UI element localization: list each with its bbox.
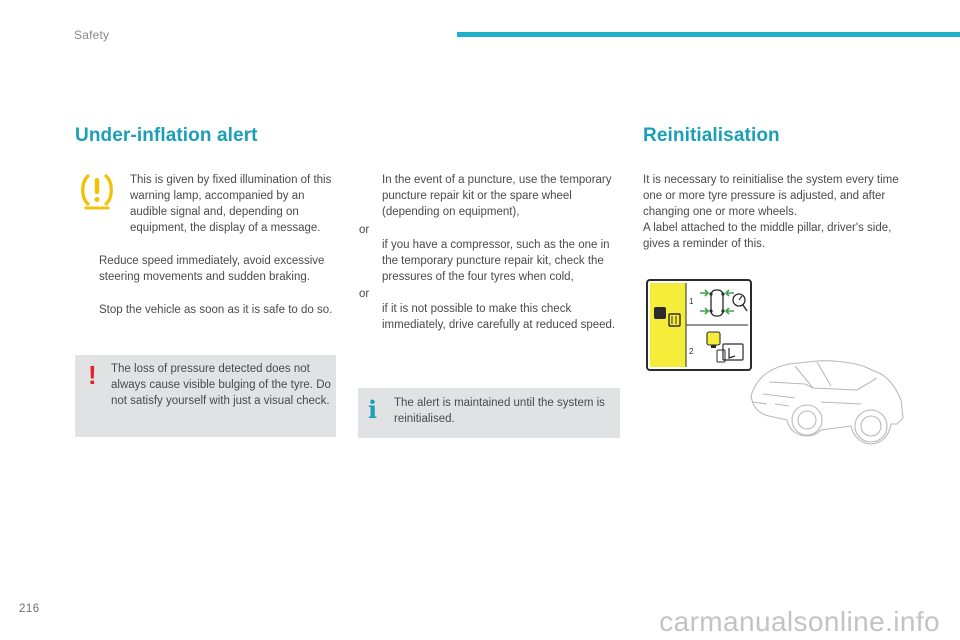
intro-paragraph: This is given by fixed illumination of this warning lamp, accompanied by an audible signal and, depending on equipment, the display of a message.: [130, 174, 332, 234]
bullet-text: In the event of a puncture, use the temporary puncture repair kit or the spare wheel (depending on equipment),: [382, 174, 612, 218]
reinitialisation-paragraph: [643, 172, 911, 252]
label-step-2: 2: [689, 347, 694, 356]
or-label: or: [359, 224, 370, 236]
list-item: [76, 302, 338, 318]
bullet-text: Stop the vehicle as soon as it is safe to do so.: [99, 304, 333, 316]
reinitialisation-text-2: A label attached to the middle pillar, driver's side, gives a reminder of this.: [643, 222, 892, 250]
label-step-1: 1: [689, 297, 694, 306]
reminder-label: [647, 280, 751, 370]
tyre-pressure-label-illustration: [645, 278, 907, 452]
info-icon: i: [368, 395, 378, 424]
list-item: [359, 301, 621, 333]
bullet-text: if you have a compressor, such as the one in the temporary puncture repair kit, check the pressures of the four tyres when cold,: [382, 239, 610, 283]
section-label: Safety: [74, 28, 110, 42]
info-note-text: The alert is maintained until the system is reinitialised.: [394, 397, 605, 425]
page-number: 216: [19, 603, 40, 615]
list-item: [359, 172, 621, 220]
under-inflation-title: Under-inflation alert: [75, 125, 258, 146]
or-label: or: [359, 288, 370, 300]
reinitialisation-title: Reinitialisation: [643, 125, 780, 146]
warning-note-text: The loss of pressure detected does not always cause visible bulging of the tyre. Do not satisfy yourself with just a visual check.: [111, 363, 331, 407]
list-item: [359, 237, 621, 285]
bullet-text: Reduce speed immediately, avoid excessive steering movements and sudden braking.: [99, 255, 325, 283]
tyre-pressure-warning-icon: [80, 173, 114, 215]
car-illustration: [751, 361, 903, 444]
watermark: carmanualsonline.info: [659, 606, 940, 637]
reinitialisation-text-1: It is necessary to reinitialise the system every time one or more tyre pressure is adjusted, and after changing one or more wheels.: [643, 174, 899, 218]
info-note: [358, 388, 620, 438]
warning-note: [75, 355, 336, 437]
section-bar: [457, 32, 960, 37]
list-item: [76, 253, 338, 285]
bullet-text: if it is not possible to make this check immediately, drive carefully at reduced speed.: [382, 303, 616, 331]
exclamation-icon: !: [88, 360, 97, 390]
